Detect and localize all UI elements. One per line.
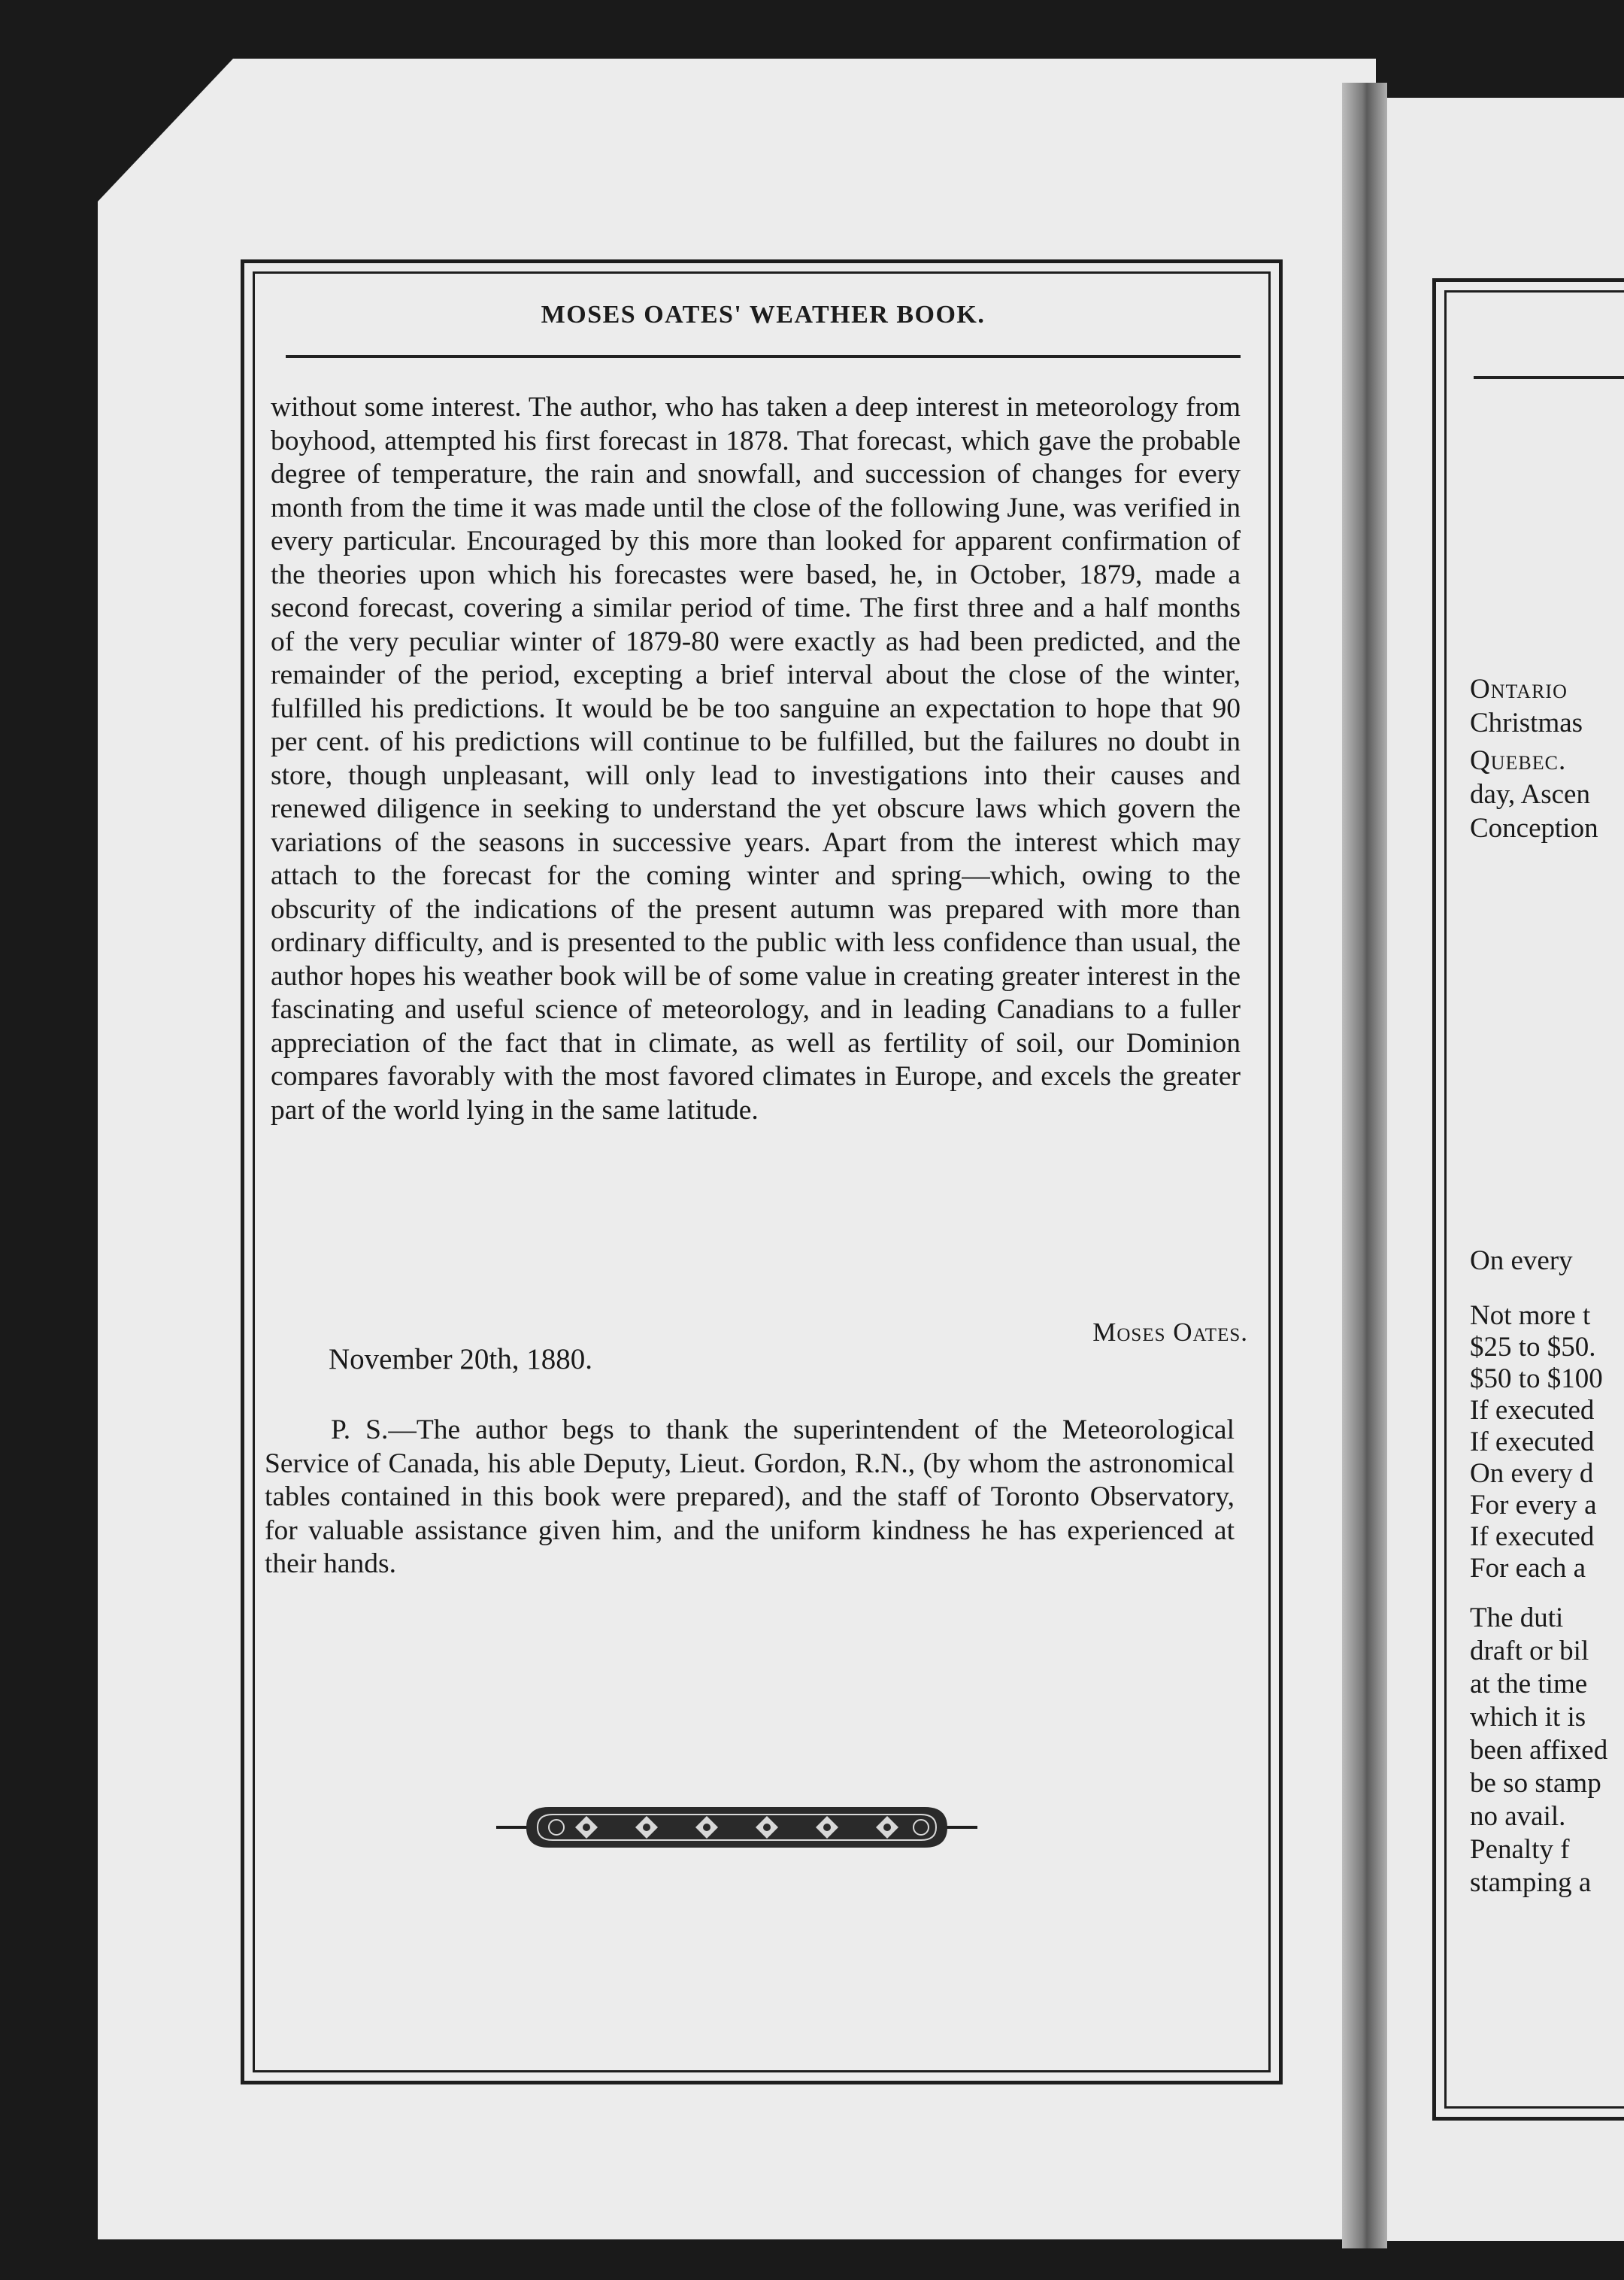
right-page-line: On every d bbox=[1470, 1458, 1594, 1489]
head-rule bbox=[286, 355, 1241, 358]
author-signature: Moses Oates. bbox=[1092, 1317, 1248, 1347]
right-page-line: If executed bbox=[1470, 1521, 1595, 1552]
right-page-line: no avail. bbox=[1470, 1801, 1566, 1832]
right-page-head-rule bbox=[1474, 376, 1624, 379]
decorative-ornament bbox=[496, 1801, 977, 1854]
right-page-line: $50 to $100 bbox=[1470, 1363, 1603, 1394]
right-page-line: Penalty f bbox=[1470, 1834, 1570, 1865]
postscript-paragraph: P. S.—The author begs to thank the superintendent of the Meteorological Service of Canada, his able Deputy, Lieut. Gordon, R.N., (by whom the astronomical tables contained in this book were prepared), and the staff of Toronto Observatory, for valuable assistance given him, and the uniform kindness he has experienced at their hands. bbox=[265, 1414, 1235, 1579]
right-page-line: Ontario bbox=[1470, 674, 1568, 705]
right-page-line: been affixed bbox=[1470, 1735, 1608, 1766]
right-page-line: Christmas bbox=[1470, 708, 1583, 738]
running-head: MOSES OATES' WEATHER BOOK. bbox=[541, 301, 986, 329]
right-page-line: $25 to $50. bbox=[1470, 1332, 1596, 1363]
right-page-line: If executed bbox=[1470, 1395, 1595, 1426]
right-page-line: stamping a bbox=[1470, 1867, 1592, 1898]
right-page-line: at the time bbox=[1470, 1669, 1588, 1699]
date-line: November 20th, 1880. bbox=[329, 1343, 592, 1375]
right-page-line: If executed bbox=[1470, 1427, 1595, 1457]
right-page-line: For every a bbox=[1470, 1490, 1597, 1521]
body-paragraph: without some interest. The author, who has taken a deep interest in meteorology from boyhood, attempted his first forecast in 1878. That forecast, which gave the probable degree of temperature, the rain and snowfall, and succession of changes for every month from the time it was made until the close of the following June, was verified in every particular. Encouraged by this more than looked for apparent confirmation of the theories upon which his forecastes were based, he, in October, 1879, made a second forecast, covering a similar period of time. The first three and a half months of the very peculiar winter of 1879-80 were exactly as had been predicted, and the remainder of the period, excepting a brief interval about the close of the winter, fulfilled his predictions. It would be be too sanguine an expectation to hope that 90 per cent. of his predictions will continue to be fulfilled, but the failures no doubt in store, though unpleasant, will only lead to investigations into their causes and renewed diligence in seeking to understand the yet obscure laws which govern the variations of the seasons in successive years. Apart from the interest which may attach to the forecast for the coming winter and spring—which, owing to the obscurity of the indications of the present autumn was prepared with more than ordinary difficulty, and is presented to the public with less confidence than usual, the author hopes his weather book will be of some value in creating greater interest in the fascinating and useful science of meteorology, and in leading Canadians to a fuller appreciation of the fact that in climate, as well as fertility of soil, our Dominion compares favorably with the most favored climates in Europe, and excels the greater part of the world lying in the same latitude. bbox=[271, 392, 1241, 1126]
right-page-line: be so stamp bbox=[1470, 1768, 1601, 1799]
right-page-line: Conception bbox=[1470, 813, 1598, 844]
right-page-line: Quebec. bbox=[1470, 745, 1567, 776]
right-page-line: day, Ascen bbox=[1470, 779, 1590, 810]
right-page-line: For each a bbox=[1470, 1553, 1586, 1584]
right-page-line: draft or bil bbox=[1470, 1636, 1589, 1666]
right-page-line: Not more t bbox=[1470, 1300, 1591, 1331]
right-page-line: which it is bbox=[1470, 1702, 1586, 1733]
book-gutter bbox=[1342, 83, 1387, 2248]
right-page-line: On every bbox=[1470, 1245, 1573, 1276]
right-page-line: The duti bbox=[1470, 1602, 1564, 1633]
